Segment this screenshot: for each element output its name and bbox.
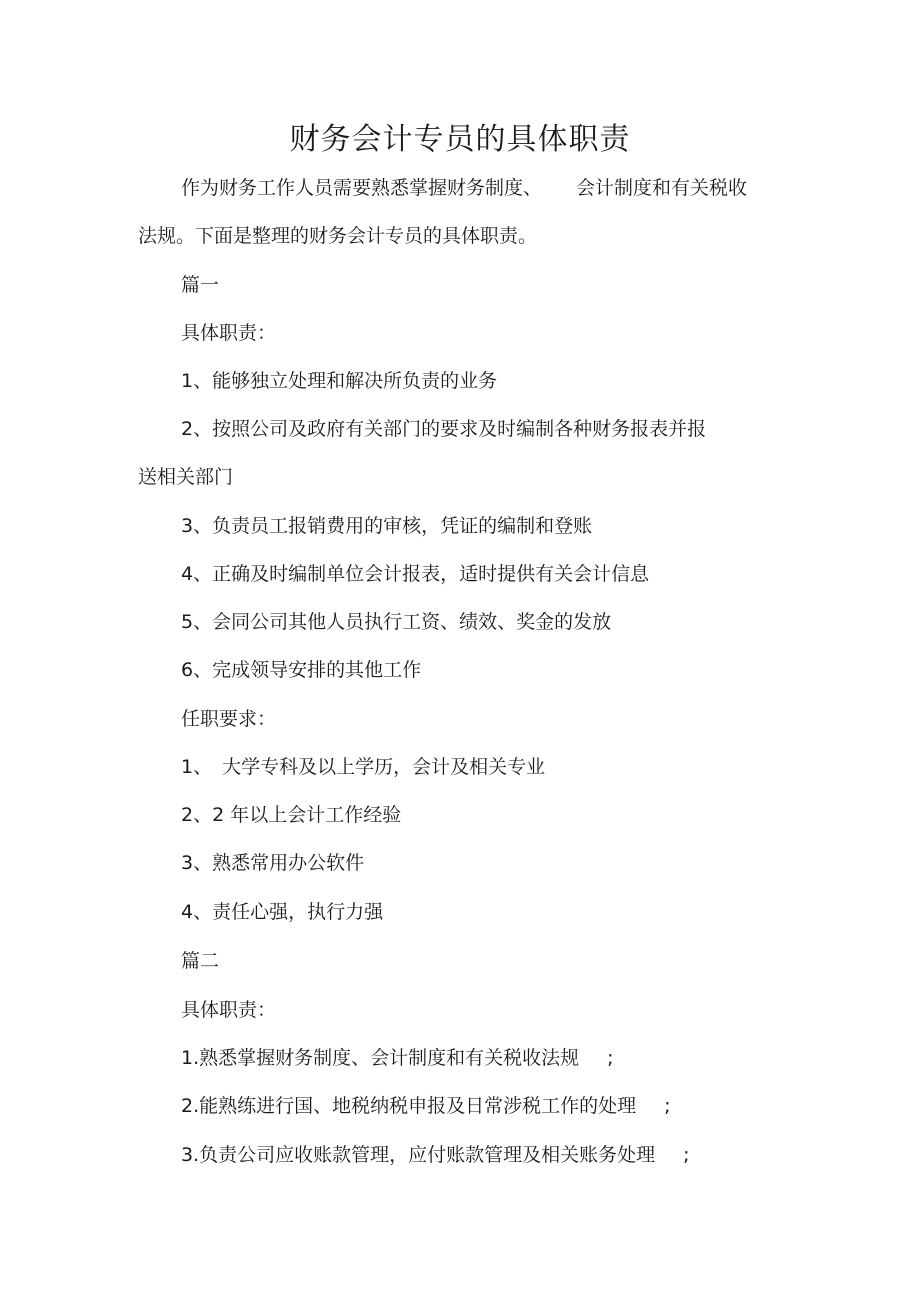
duty-item-continuation: 送相关部门 bbox=[138, 466, 234, 488]
requirement-item bbox=[181, 752, 545, 782]
intro-line-1 bbox=[181, 173, 747, 203]
intro-text-part-2: 会计制度和有关税收 bbox=[576, 177, 748, 199]
requirement-number: 1、 bbox=[181, 756, 213, 778]
requirement-item: 4、责任心强，执行力强 bbox=[181, 901, 384, 923]
duty-text: 2.能熟练进行国、地税纳税申报及日常涉税工作的处理 bbox=[181, 1095, 637, 1117]
intro-line-2: 法规。下面是整理的财务会计专员的具体职责。 bbox=[138, 225, 538, 247]
duty-end-punctuation: ; bbox=[607, 1047, 614, 1069]
duty-item: 6、完成领导安排的其他工作 bbox=[181, 659, 422, 681]
duty-text: 1.熟悉掌握财务制度、会计制度和有关税收法规 bbox=[181, 1047, 580, 1069]
duty-item: 2、按照公司及政府有关部门的要求及时编制各种财务报表并报 bbox=[181, 418, 707, 440]
duty-item: 1、能够独立处理和解决所负责的业务 bbox=[181, 370, 498, 392]
duty-item: 4、正确及时编制单位会计报表，适时提供有关会计信息 bbox=[181, 563, 650, 585]
duty-end-punctuation: ; bbox=[683, 1144, 690, 1166]
duty-item: 3、负责员工报销费用的审核，凭证的编制和登账 bbox=[181, 515, 593, 537]
section-1-requirements-heading: 任职要求： bbox=[181, 708, 277, 730]
requirement-item: 3、熟悉常用办公软件 bbox=[181, 852, 365, 874]
duty-item bbox=[181, 1043, 614, 1073]
intro-text-part-1: 作为财务工作人员需要熟悉掌握财务制度、 bbox=[181, 177, 543, 199]
requirement-text: 大学专科及以上学历，会计及相关专业 bbox=[222, 756, 546, 778]
duty-item bbox=[181, 1091, 671, 1121]
section-1-duties-heading: 具体职责： bbox=[181, 322, 277, 344]
duty-item bbox=[181, 1140, 690, 1170]
duty-text: 3.负责公司应收账款管理，应付账款管理及相关账务处理 bbox=[181, 1144, 656, 1166]
duty-end-punctuation: ; bbox=[664, 1095, 671, 1117]
section-2-heading: 篇二 bbox=[181, 950, 220, 972]
section-2-duties-heading: 具体职责： bbox=[181, 999, 277, 1021]
document-title: 财务会计专员的具体职责 bbox=[289, 122, 631, 157]
section-1-heading: 篇一 bbox=[181, 274, 220, 296]
requirement-item: 2、2 年以上会计工作经验 bbox=[181, 804, 402, 826]
duty-item: 5、会同公司其他人员执行工资、绩效、奖金的发放 bbox=[181, 611, 612, 633]
